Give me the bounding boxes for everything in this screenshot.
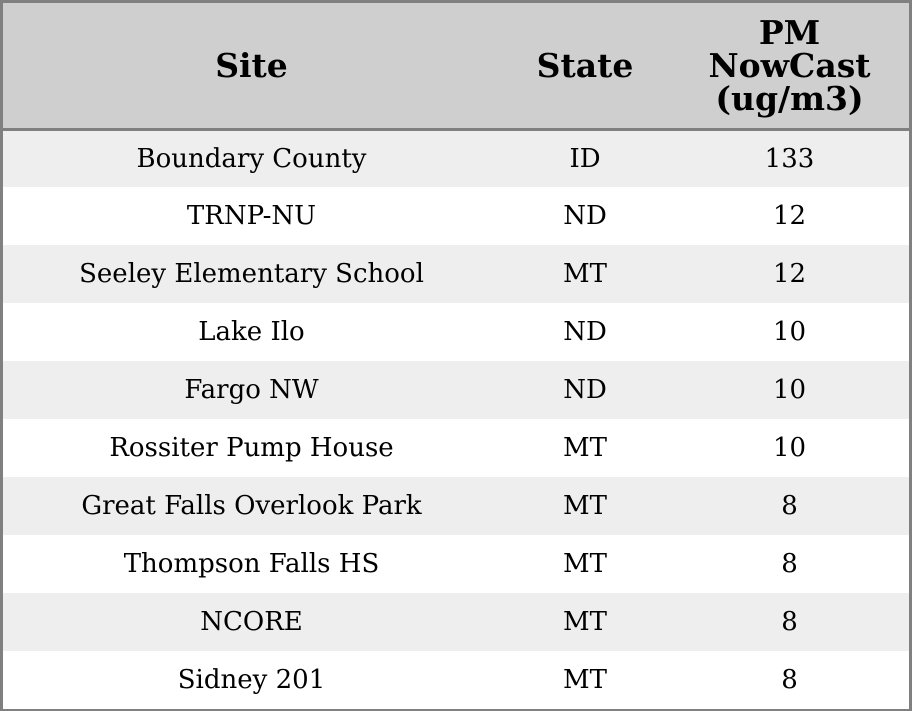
site-cell: TRNP-NU: [186, 201, 317, 231]
table-row: [3, 593, 909, 651]
header-row: [3, 3, 909, 129]
pm-value-cell: 8: [781, 665, 798, 695]
table-row: [3, 477, 909, 535]
state-cell: ID: [569, 143, 601, 174]
state-cell: MT: [563, 259, 607, 289]
pm-value-cell: 10: [772, 375, 807, 405]
state-cell: MT: [563, 491, 607, 521]
header-pm-line-1: PM: [758, 12, 821, 52]
pm-value-cell: 10: [772, 317, 807, 347]
state-cell: ND: [563, 375, 607, 405]
state-cell: ND: [563, 317, 607, 347]
state-cell: ND: [563, 201, 607, 231]
table-row: [3, 535, 909, 593]
table-row: [3, 651, 909, 709]
pm-value-cell: 12: [772, 201, 807, 231]
state-cell: MT: [563, 607, 607, 637]
header-pm-line-3: (ug/m3): [715, 78, 864, 118]
pm-nowcast-table: [3, 3, 909, 709]
header-pm-nowcast: [670, 3, 909, 129]
site-cell: Great Falls Overlook Park: [81, 491, 422, 521]
table-row: [3, 303, 909, 361]
table-row: [3, 129, 909, 187]
site-cell: Sidney 201: [177, 665, 326, 695]
pm-value-cell: 8: [781, 607, 798, 637]
state-cell: MT: [563, 665, 607, 695]
state-cell: MT: [563, 549, 607, 579]
table-header: [3, 3, 909, 129]
site-cell: Rossiter Pump House: [109, 433, 394, 463]
pm-value-cell: 10: [772, 433, 807, 463]
state-cell: MT: [563, 433, 607, 463]
header-site: Site: [3, 3, 500, 129]
table-body: [3, 129, 909, 709]
table-row: [3, 187, 909, 245]
header-state: State: [500, 3, 670, 129]
pm-value-cell: 133: [764, 143, 815, 174]
table-row: [3, 361, 909, 419]
site-cell: NCORE: [200, 607, 303, 637]
table-row: [3, 245, 909, 303]
site-cell: Boundary County: [136, 143, 367, 174]
pm-value-cell: 8: [781, 491, 798, 521]
site-cell: Thompson Falls HS: [123, 549, 380, 579]
pm-value-cell: 12: [772, 259, 807, 289]
site-cell: Lake Ilo: [198, 317, 305, 347]
header-pm-line-2: NowCast: [708, 45, 871, 85]
site-cell: Fargo NW: [184, 375, 319, 405]
pm-value-cell: 8: [781, 549, 798, 579]
site-cell: Seeley Elementary School: [79, 259, 424, 289]
table-row: [3, 419, 909, 477]
